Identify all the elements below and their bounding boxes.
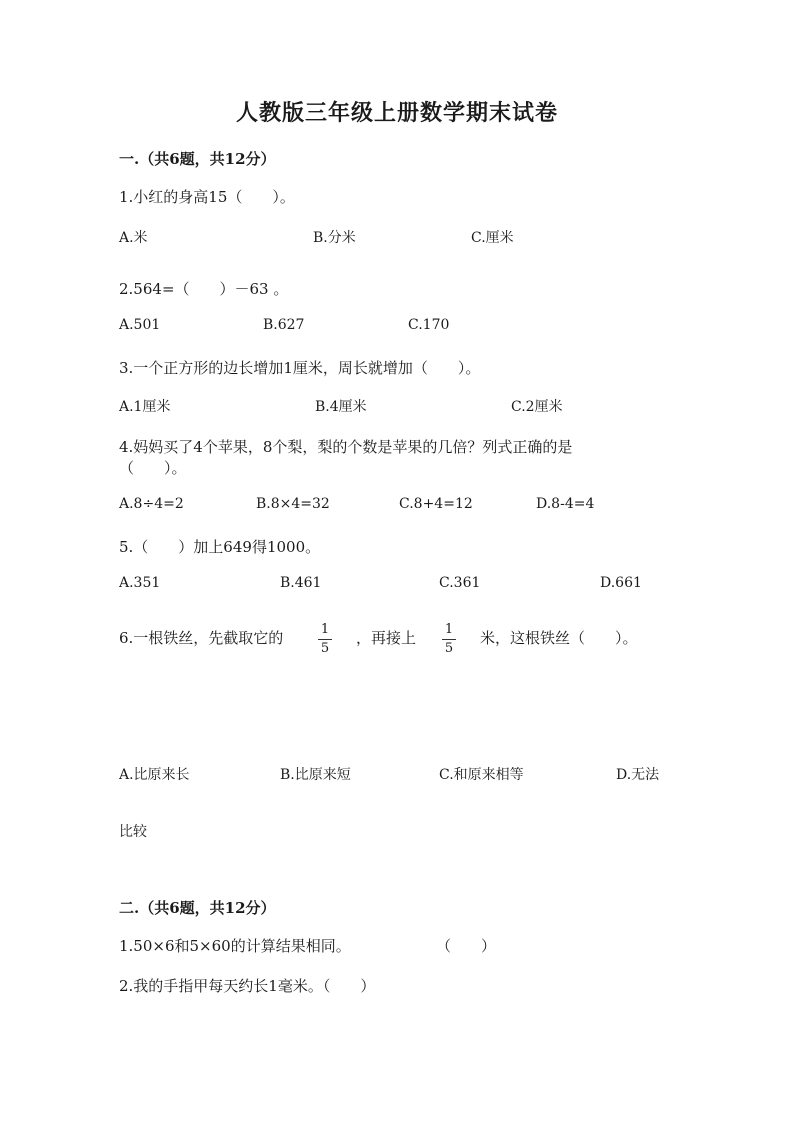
- option-b: B.4厘米: [315, 399, 367, 415]
- option-d: D.661: [600, 575, 642, 591]
- option-a: A.501: [119, 317, 161, 333]
- answer-blank: （ ）: [436, 937, 497, 955]
- option-b: B.比原来短: [280, 767, 351, 783]
- option-a: A.351: [119, 575, 161, 591]
- page-title: 人教版三年级上册数学期末试卷: [235, 100, 558, 126]
- option-b: B.分米: [313, 230, 356, 246]
- fraction: [442, 621, 456, 658]
- option-c: C.361: [439, 575, 481, 591]
- option-c: C.8+4=12: [399, 496, 473, 512]
- fraction-numerator: 1: [318, 621, 332, 640]
- fraction-denominator: 5: [444, 641, 454, 656]
- question-stem-continuation: （ ）。: [119, 459, 187, 477]
- option-d: D.8-4=4: [536, 496, 595, 512]
- question-stem: 4.妈妈买了4个苹果，8个梨，梨的个数是苹果的几倍？列式正确的是: [119, 438, 573, 456]
- question-stem: 米，这根铁丝（ ）。: [480, 629, 638, 647]
- option-b: B.8×4=32: [256, 496, 330, 512]
- option-a: A.比原来长: [119, 767, 190, 783]
- question-stem: 5.（ ）加上649得1000。: [119, 538, 321, 556]
- section-heading: 一.（共6题，共12分）: [119, 150, 276, 168]
- option-c: C.厘米: [471, 230, 514, 246]
- option-b: B.461: [280, 575, 322, 591]
- question-stem: 3.一个正方形的边长增加1厘米，周长就增加（ ）。: [119, 359, 481, 377]
- option-a: A.8÷4=2: [119, 496, 184, 512]
- option-d-wrap: 比较: [119, 824, 147, 840]
- option-c: C.2厘米: [511, 399, 563, 415]
- fraction: [318, 621, 332, 658]
- question-stem: 1.小红的身高15（ ）。: [119, 188, 295, 206]
- section-heading: 二.（共6题，共12分）: [119, 899, 276, 917]
- option-d: D.无法: [616, 767, 660, 783]
- option-a: A.米: [119, 230, 148, 246]
- fraction-denominator: 5: [320, 641, 330, 656]
- question-stem: 6.一根铁丝，先截取它的: [119, 629, 284, 647]
- question-stem: ，再接上: [356, 629, 417, 647]
- option-a: A.1厘米: [119, 399, 171, 415]
- question-stem: 2.我的手指甲每天约长1毫米。（ ）: [119, 977, 376, 995]
- option-b: B.627: [263, 317, 305, 333]
- question-stem: 1.50×6和5×60的计算结果相同。: [119, 937, 351, 955]
- option-c: C.和原来相等: [439, 767, 524, 783]
- fraction-numerator: 1: [442, 621, 456, 640]
- question-stem: 2.564=（ ）－63 。: [119, 280, 289, 298]
- option-c: C.170: [408, 317, 450, 333]
